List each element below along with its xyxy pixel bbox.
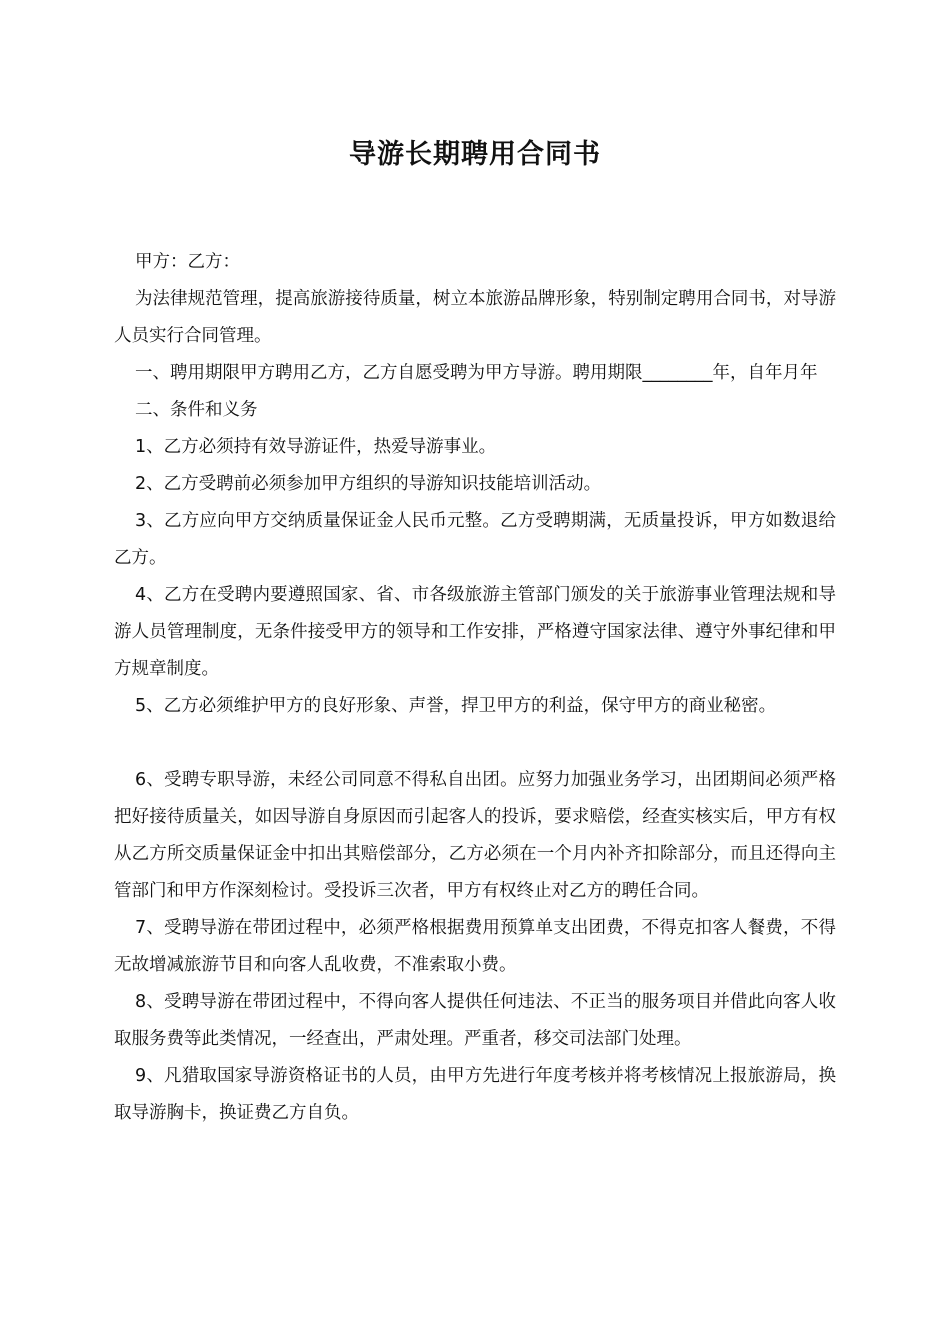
paragraph-intro: 为法律规范管理，提高旅游接待质量，树立本旅游品牌形象，特别制定聘用合同书，对导游人员实行合同管理。 [114, 289, 836, 346]
clause-9: 9、凡猎取国家导游资格证书的人员，由甲方先进行年度考核并将考核情况上报旅游局，换取导游胸卡，换证费乙方自负。 [114, 1066, 836, 1123]
clause-8: 8、受聘导游在带团过程中，不得向客人提供任何违法、不正当的服务项目并借此向客人收取服务费等此类情况，一经查出，严肃处理。严重者，移交司法部门处理。 [114, 992, 836, 1049]
clause-5: 5、乙方必须维护甲方的良好形象、声誉，捍卫甲方的利益，保守甲方的商业秘密。 [135, 696, 777, 716]
paragraph-parties: 甲方：乙方： [135, 252, 240, 272]
clause-6: 6、受聘专职导游，未经公司同意不得私自出团。应努力加强业务学习，出团期间必须严格把好接待质量关，如因导游自身原因而引起客人的投诉，要求赔偿，经查实核实后，甲方有权从乙方所交质量保证金中扣出其赔偿部分，乙方必须在一个月内补齐扣除部分，而且还得向主管部门和甲方作深刻检讨。受投诉三次者，甲方有权终止对乙方的聘任合同。 [114, 770, 836, 901]
clause-7: 7、受聘导游在带团过程中，必须严格根据费用预算单支出团费，不得克扣客人餐费，不得无故增减旅游节目和向客人乱收费，不准索取小费。 [114, 918, 836, 975]
paragraph-term: 一、聘用期限甲方聘用乙方，乙方自愿受聘为甲方导游。聘用期限________年，自年月年 [135, 363, 818, 383]
clause-4: 4、乙方在受聘内要遵照国家、省、市各级旅游主管部门颁发的关于旅游事业管理法规和导游人员管理制度，无条件接受甲方的领导和工作安排，严格遵守国家法律、遵守外事纪律和甲方规章制度。 [114, 585, 836, 679]
section-heading-conditions: 二、条件和义务 [135, 400, 258, 420]
document-body [114, 244, 836, 1132]
clause-1: 1、乙方必须持有效导游证件，热爱导游事业。 [135, 437, 497, 457]
clause-3: 3、乙方应向甲方交纳质量保证金人民币元整。乙方受聘期满，无质量投诉，甲方如数退给乙方。 [114, 511, 836, 568]
document-title: 导游长期聘用合同书 [349, 139, 601, 170]
clause-2: 2、乙方受聘前必须参加甲方组织的导游知识技能培训活动。 [135, 474, 602, 494]
